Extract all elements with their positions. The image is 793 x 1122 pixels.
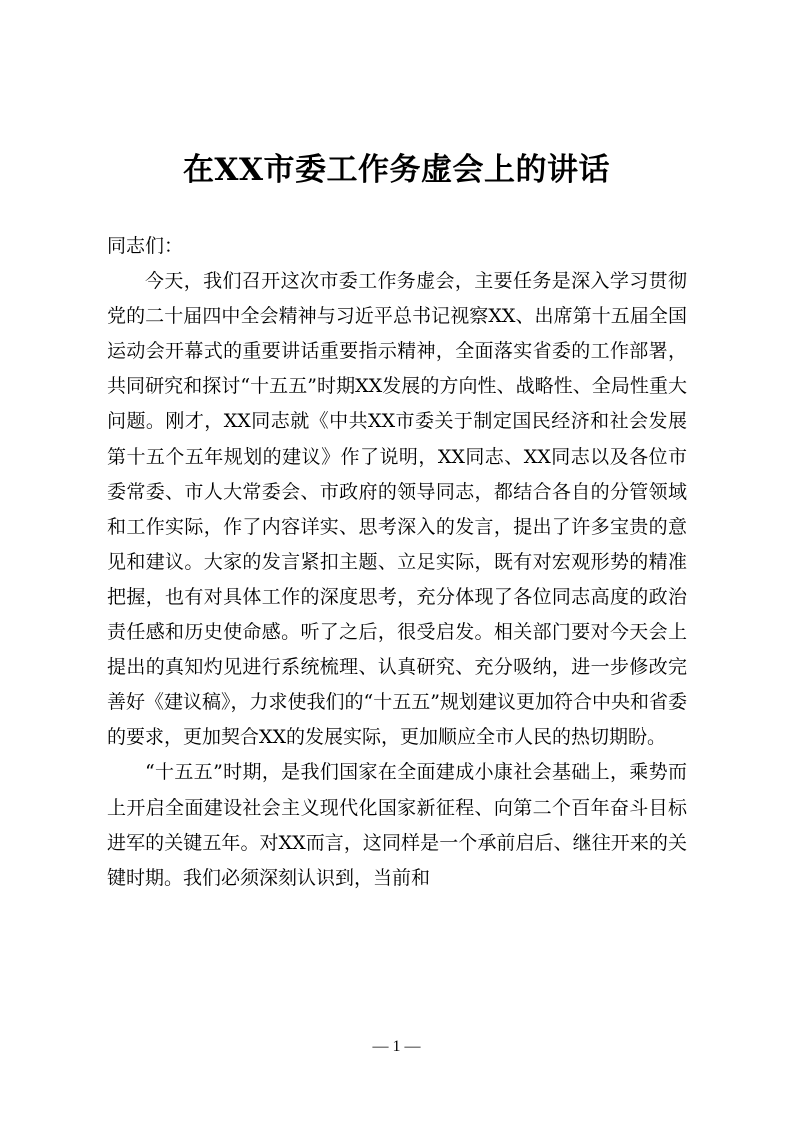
page-number: — 1 — bbox=[372, 1038, 421, 1055]
document-title: 在XX市委工作务虚会上的讲话 bbox=[182, 152, 611, 188]
body-paragraph: 今天，我们召开这次市委工作务虚会，主要任务是深入学习贯彻党的二十届四中全会精神与习近平总书记视察XX、出席第十五届全国运动会开幕式的重要讲话重要指示精神，全面落实省委的工作部署，共同研究和探讨“十五五”时期XX发展的方向性、战略性、全局性重大问题。刚才，XX同志就《中共XX市委关于制定国民经济和社会发展第十五个五年规划的建议》作了说明，XX同志、XX同志以及各位市委常委、市人大常委会、市政府的领导同志，都结合各自的分管领域和工作实际，作了内容详实、思考深入的发言，提出了许多宝贵的意见和建议。大家的发言紧扣主题、立足实际，既有对宏观形势的精准把握，也有对具体工作的深度思考，充分体现了各位同志高度的政治责任感和历史使命感。听了之后，很受启发。相关部门要对今天会上提出的真知灼见进行系统梳理、认真研究、充分吸纳，进一步修改完善好《建议稿》，力求使我们的“十五五”规划建议更加符合中央和省委的要求，更加契合XX的发展实际，更加顺应全市人民的热切期盼。 bbox=[107, 270, 687, 749]
salutation: 同志们： bbox=[107, 235, 184, 257]
body-paragraph: “十五五”时期，是我们国家在全面建成小康社会基础上，乘势而上开启全面建设社会主义现代化国家新征程、向第二个百年奋斗目标进军的关键五年。对XX而言，这同样是一个承前启后、继往开来的关键时期。我们必须深刻认识到，当前和 bbox=[107, 761, 687, 889]
document-body bbox=[107, 229, 687, 896]
